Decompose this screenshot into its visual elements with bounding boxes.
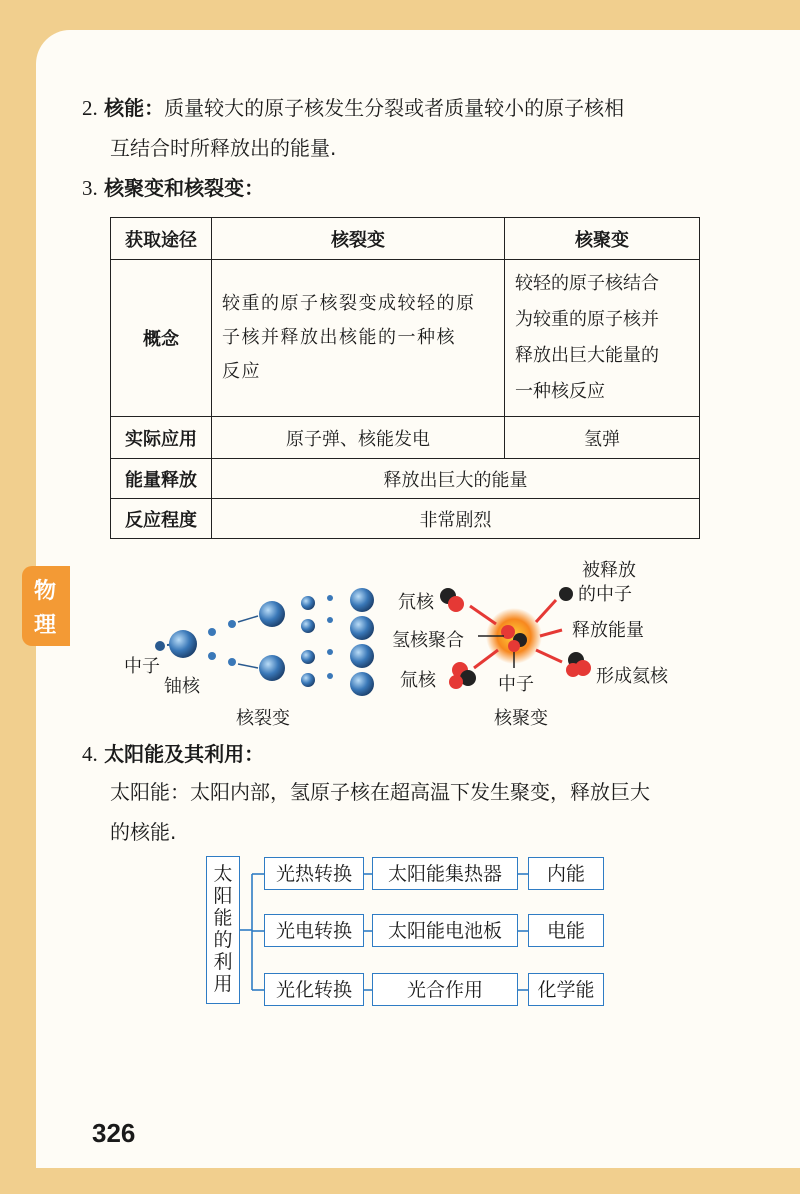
solar-device-panel: 太阳能电池板 [372, 914, 518, 947]
solar-root: 太 阳 能 的 利 用 [206, 856, 240, 1004]
table-label-concept: 概念 [111, 260, 212, 417]
item3-heading: 核聚变和核裂变： [104, 176, 265, 200]
item4-heading-line: 4. 太阳能及其利用： [82, 742, 265, 766]
item2-number: 2. [82, 96, 98, 120]
table-header-method: 获取途径 [111, 218, 212, 260]
energy-value: 释放出巨大的能量 [212, 459, 700, 499]
fission-concept: 较重的原子核裂变成较轻的原 子核并释放出核能的一种核 反应 [212, 260, 505, 417]
label-deuterium: 氘核 [398, 592, 434, 613]
caption-fission: 核裂变 [236, 708, 290, 729]
solar-method-thermal: 光热转换 [264, 857, 364, 890]
item4-text-2: 的核能. [110, 820, 177, 844]
solar-energy-electric: 电能 [528, 914, 604, 947]
label-uranium: 铀核 [164, 676, 200, 697]
item2-line1: 2. 核能：质量较大的原子核发生分裂或者质量较小的原子核相 [82, 96, 625, 120]
solar-method-electric: 光电转换 [264, 914, 364, 947]
table-label-energy: 能量释放 [111, 459, 212, 499]
fission-application: 原子弹、核能发电 [212, 417, 505, 459]
label-released-2: 的中子 [578, 584, 632, 605]
label-hydrogen-fusion: 氢核聚合 [392, 630, 464, 651]
solar-device-collector: 太阳能集热器 [372, 857, 518, 890]
solar-energy-internal: 内能 [528, 857, 604, 890]
page-number: 326 [92, 1118, 136, 1148]
item2-text-1: 质量较大的原子核发生分裂或者质量较小的原子核相 [164, 96, 625, 120]
solar-energy-chemical: 化学能 [528, 973, 604, 1006]
label-helium: 形成氦核 [596, 666, 668, 687]
table-header-fission: 核裂变 [212, 218, 505, 260]
item3-heading-line: 3. 核聚变和核裂变： [82, 176, 265, 200]
fusion-concept: 较轻的原子核结合 为较重的原子核并 释放出巨大能量的 一种核反应 [505, 260, 700, 417]
label-energy-release: 释放能量 [572, 620, 644, 641]
label-tritium: 氚核 [400, 670, 436, 691]
table-label-degree: 反应程度 [111, 499, 212, 539]
item4-text-1: 太阳能：太阳内部，氢原子核在超高温下发生聚变，释放巨大 [110, 780, 650, 804]
solar-method-chemical: 光化转换 [264, 973, 364, 1006]
caption-fusion: 核聚变 [494, 708, 548, 729]
fusion-application: 氢弹 [505, 417, 700, 459]
table-label-application: 实际应用 [111, 417, 212, 459]
subject-tab: 物 理 [22, 566, 70, 646]
label-fusion-neutron: 中子 [498, 674, 534, 695]
solar-device-photosynthesis: 光合作用 [372, 973, 518, 1006]
degree-value: 非常剧烈 [212, 499, 700, 539]
item4-heading: 太阳能及其利用： [104, 742, 265, 766]
item2-term: 核能 [104, 96, 145, 120]
item2-text-2: 互结合时所释放出的能量. [110, 136, 337, 160]
label-neutron: 中子 [124, 656, 160, 677]
label-released-1: 被释放 [582, 560, 636, 581]
table-header-fusion: 核聚变 [505, 218, 700, 260]
